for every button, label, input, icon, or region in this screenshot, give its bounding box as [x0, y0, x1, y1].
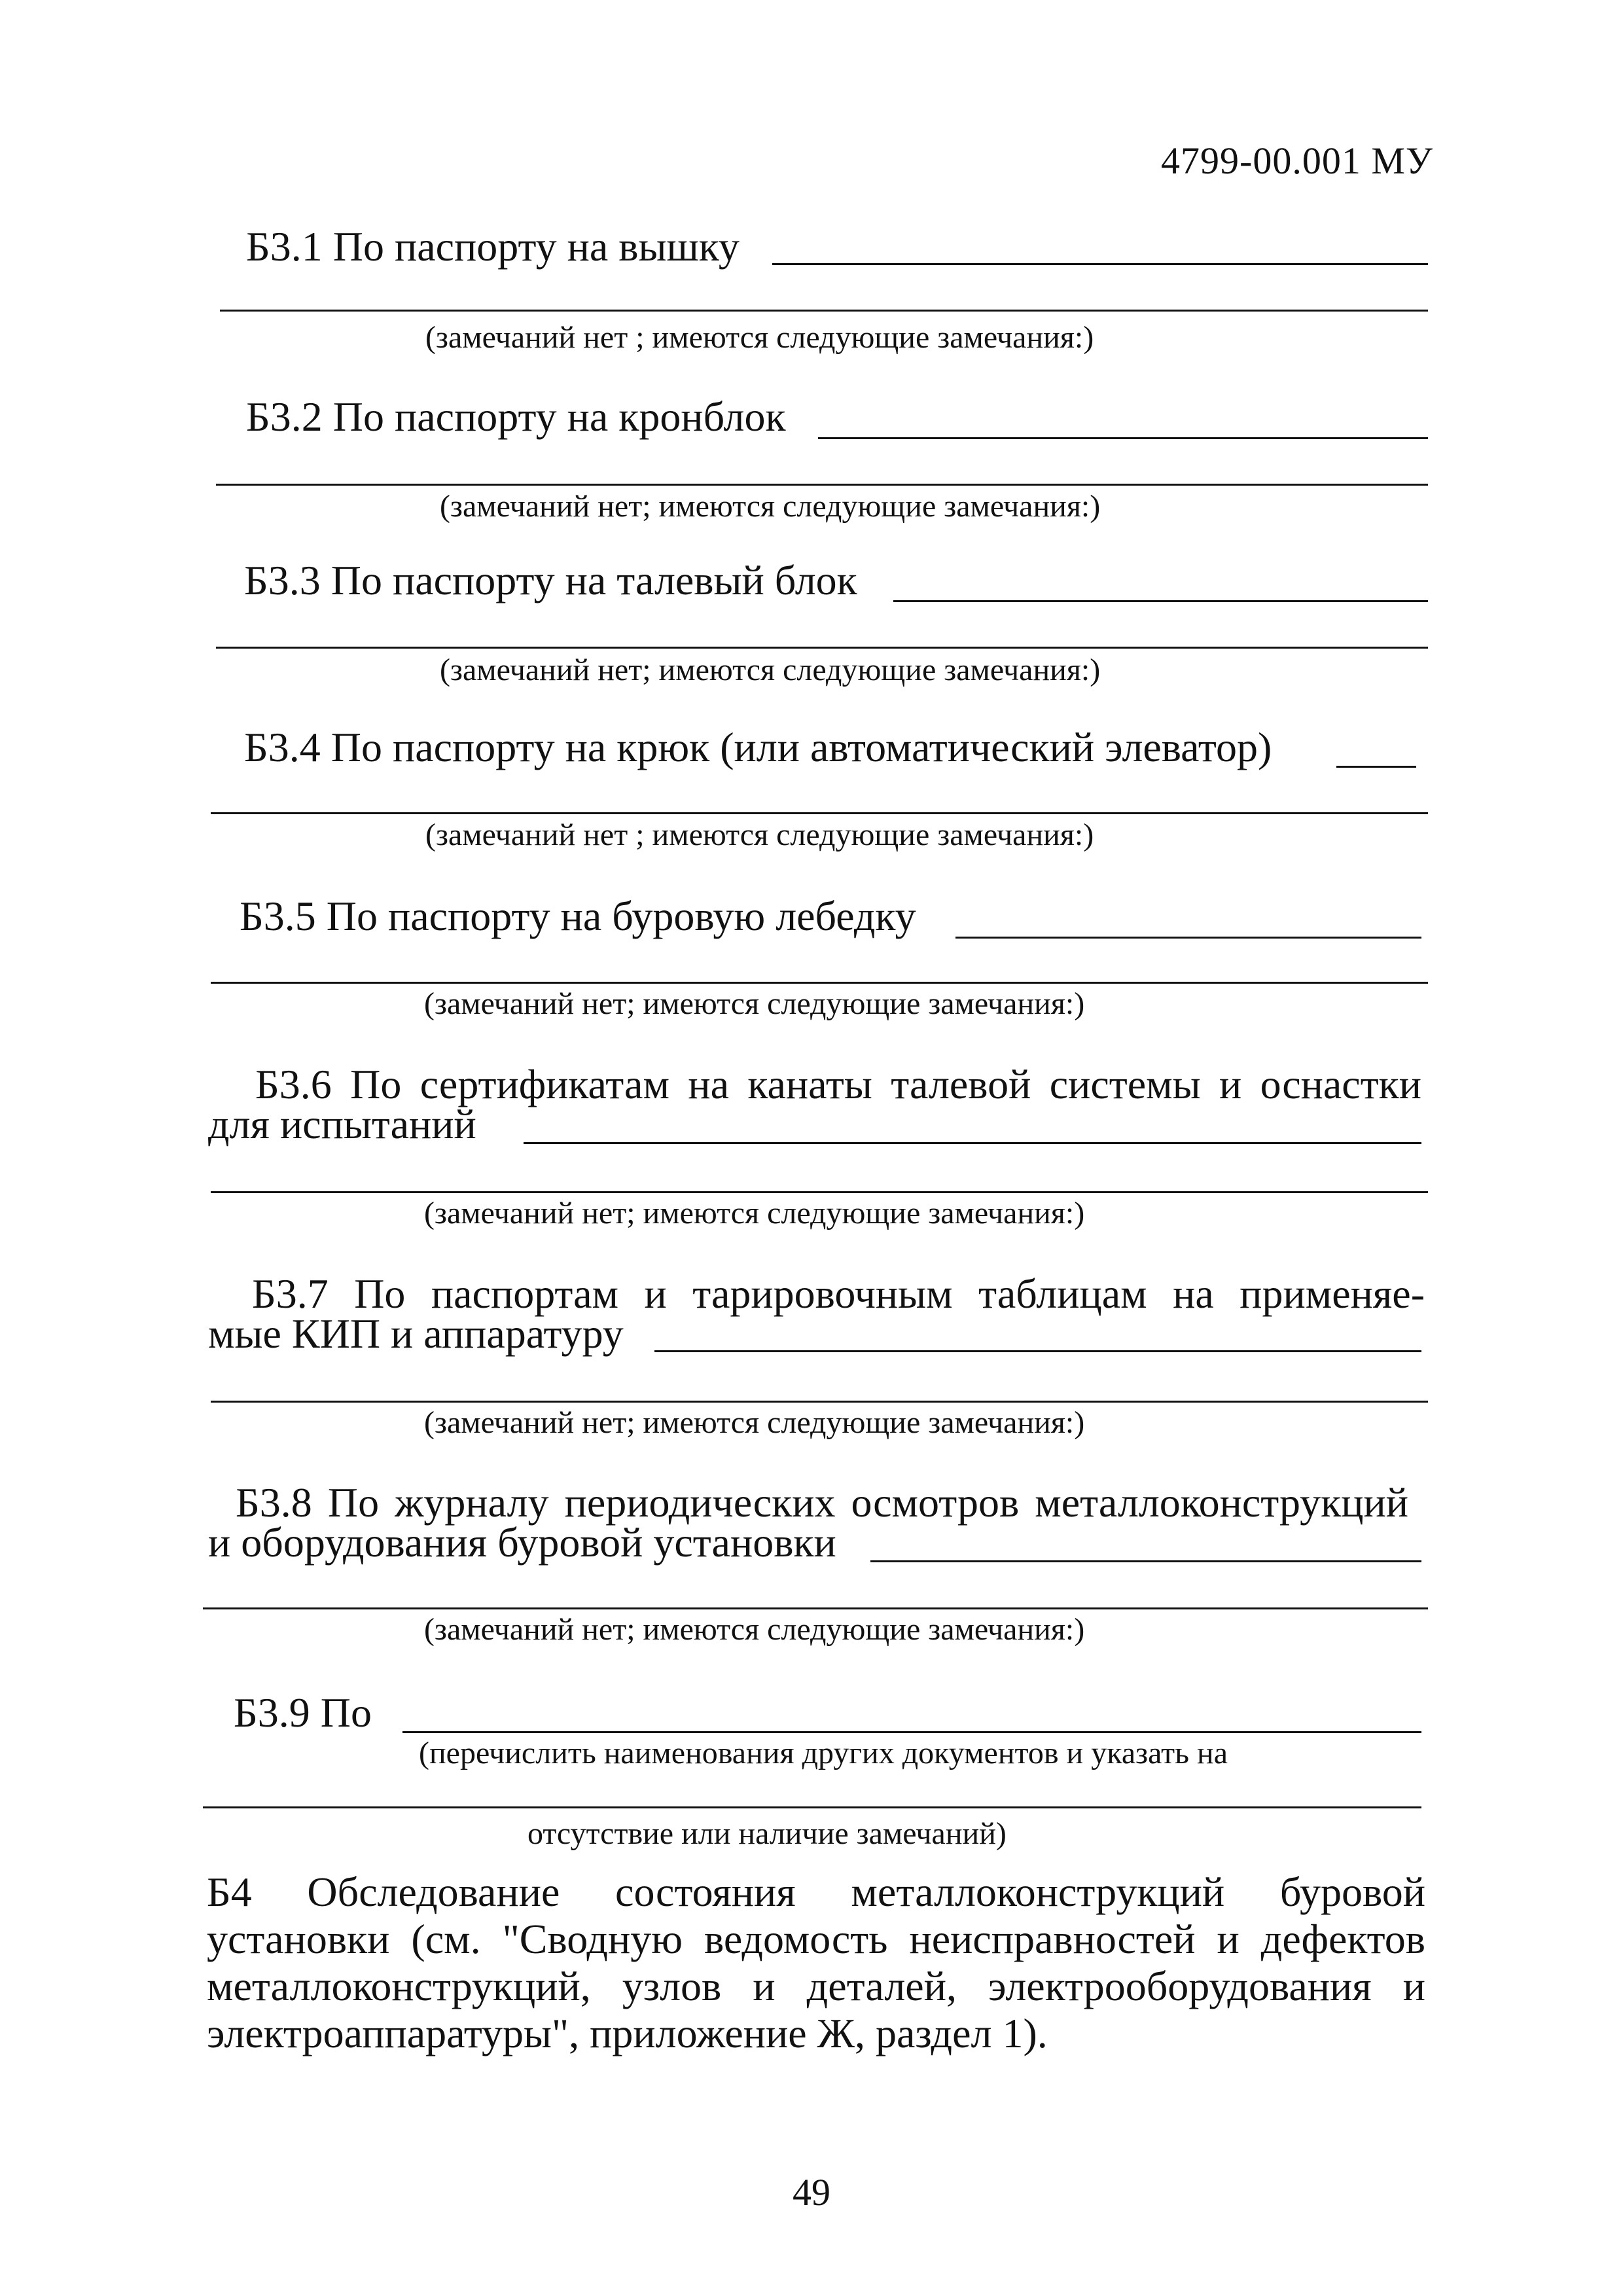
item-b3-6-title-line2: для испытаний [208, 1101, 476, 1147]
item-b3-1-note: (замечаний нет ; имеются следующие замечания:) [425, 320, 1094, 355]
item-b3-8-title-line1: Б3.8 По журналу периодических осмотров металлоконструкций [236, 1479, 1408, 1526]
item-b3-1-fill-line-2 [220, 310, 1428, 312]
section-b4-paragraph: Б4 Обследование состояния металлоконструкций буровой установки (см. "Сводную ведомость неисправностей и дефектов металлоконструкций, узлов и деталей, электрооборудования и электроаппаратуры", приложение Ж, раздел 1). [207, 1869, 1425, 2056]
item-b3-8-title-line2: и оборудования буровой установки [208, 1519, 836, 1566]
item-b3-9-note-line2: отсутствие или наличие замечаний) [527, 1816, 1007, 1851]
item-b3-9-fill-line-2 [203, 1806, 1421, 1808]
item-b3-7-title-line2: мые КИП и аппаратуру [208, 1310, 624, 1357]
item-b3-2-title: Б3.2 По паспорту на кронблок [246, 393, 786, 440]
item-b3-2-fill-line-2 [216, 484, 1428, 486]
item-b3-7-fill-line-2 [211, 1401, 1428, 1403]
item-b3-2-note: (замечаний нет; имеются следующие замечания:) [440, 489, 1101, 524]
item-b3-7-title-line1: Б3.7 По паспортам и тарировочным таблицам на применяе- [252, 1270, 1425, 1317]
item-b3-8-fill-line [870, 1560, 1421, 1562]
item-b3-8-note: (замечаний нет; имеются следующие замечания:) [424, 1612, 1085, 1647]
item-b3-8-fill-line-2 [203, 1607, 1428, 1609]
item-b3-5-title: Б3.5 По паспорту на буровую лебедку [240, 893, 916, 939]
item-b3-6-title-line1: Б3.6 По сертификатам на канаты талевой системы и оснастки [255, 1061, 1421, 1107]
item-b3-4-title: Б3.4 По паспорту на крюк (или автоматический элеватор) [244, 724, 1272, 770]
item-b3-4-fill-line [1336, 766, 1416, 768]
item-b3-9-note-line1: (перечислить наименования других документов и указать на [419, 1736, 1228, 1770]
item-b3-4-note: (замечаний нет ; имеются следующие замечания:) [425, 817, 1094, 852]
item-b3-3-note: (замечаний нет; имеются следующие замечания:) [440, 653, 1101, 687]
document-code: 4799-00.001 МУ [1161, 139, 1433, 182]
item-b3-5-note: (замечаний нет; имеются следующие замечания:) [424, 986, 1085, 1021]
item-b3-6-fill-line [524, 1142, 1421, 1144]
item-b3-9-title: Б3.9 По [234, 1689, 372, 1736]
item-b3-1-fill-line [772, 263, 1428, 265]
item-b3-3-title: Б3.3 По паспорту на талевый блок [244, 557, 857, 603]
item-b3-3-fill-line [893, 600, 1428, 602]
item-b3-2-fill-line [818, 437, 1428, 439]
item-b3-6-note: (замечаний нет; имеются следующие замечания:) [424, 1196, 1085, 1230]
item-b3-7-note: (замечаний нет; имеются следующие замечания:) [424, 1405, 1085, 1440]
item-b3-5-fill-line-2 [211, 982, 1428, 984]
item-b3-3-fill-line-2 [216, 647, 1428, 649]
item-b3-1-title: Б3.1 По паспорту на вышку [246, 223, 740, 270]
page-number: 49 [793, 2171, 830, 2214]
item-b3-5-fill-line [955, 937, 1421, 939]
item-b3-9-fill-line [402, 1731, 1421, 1733]
item-b3-6-fill-line-2 [211, 1191, 1428, 1193]
item-b3-4-fill-line-2 [211, 812, 1428, 814]
item-b3-7-fill-line [654, 1350, 1421, 1352]
